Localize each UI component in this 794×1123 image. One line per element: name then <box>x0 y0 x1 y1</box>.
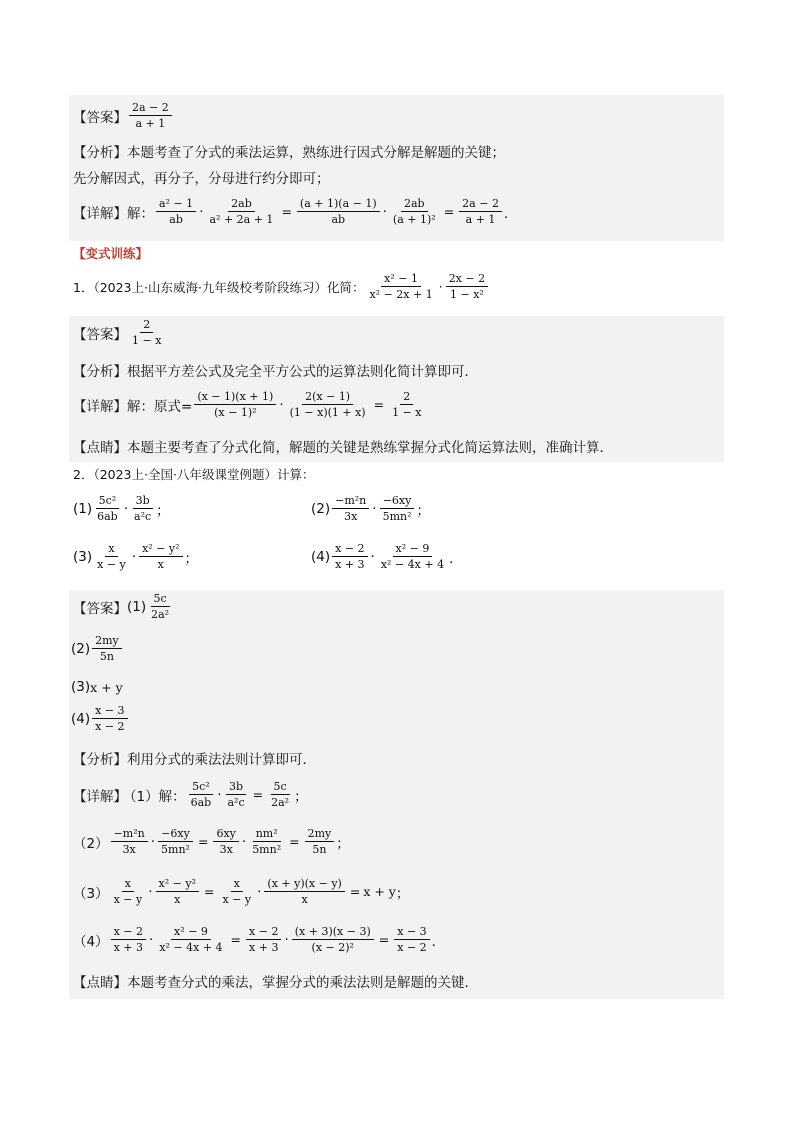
numerator: x − 2 <box>246 925 281 940</box>
equals-sign: = <box>197 834 209 849</box>
equals-sign: = <box>230 932 242 947</box>
question-1 <box>73 272 490 301</box>
fraction <box>194 390 276 419</box>
times-sign: · <box>372 500 377 517</box>
denominator: 5mn² <box>161 843 190 856</box>
denominator: x − 2 <box>397 941 427 954</box>
detail-label: 【详解】 <box>73 205 127 222</box>
answer-label: 【答案】 <box>73 326 127 343</box>
denominator: x² − 2x + 1 <box>369 288 433 301</box>
result-value: x + y <box>363 884 396 899</box>
denominator: ab <box>331 213 346 226</box>
fraction <box>332 542 367 571</box>
denominator: 1 − x² <box>449 288 484 301</box>
semicolon: ； <box>416 502 431 519</box>
question-2-part-2 <box>311 494 430 523</box>
numerator: −m²n <box>111 827 148 842</box>
part-label: (2) <box>311 500 331 517</box>
numerator: 2my <box>92 634 122 649</box>
fraction <box>378 542 447 571</box>
numerator: x − 2 <box>332 542 367 557</box>
answer-fraction <box>129 318 164 347</box>
numerator: 2x − 2 <box>446 272 488 287</box>
solution-block-2 <box>69 316 724 462</box>
times-sign: · <box>284 931 289 948</box>
numerator: 2 <box>400 390 413 405</box>
part-label: (2) <box>71 640 91 657</box>
jie-text: 解： <box>158 788 186 805</box>
question-2: 2．（2023上·全国·八年级课堂例题）计算： <box>73 467 315 482</box>
numerator: −6xy <box>380 494 415 509</box>
denominator: a + 1 <box>135 117 166 130</box>
answer-part-4 <box>71 704 130 733</box>
denominator: a + 1 <box>465 213 496 226</box>
denominator: 5mn² <box>252 843 282 856</box>
fraction <box>148 592 172 621</box>
denominator: 1 − x <box>132 334 162 347</box>
numerator: (a + 1)(a − 1) <box>297 197 380 212</box>
numerator: x − 2 <box>111 925 146 940</box>
fraction <box>94 542 129 571</box>
times-sign: · <box>279 396 284 413</box>
equals-sign: = <box>443 204 455 219</box>
part-label: (4) <box>71 710 91 727</box>
analysis-row <box>73 748 316 768</box>
times-sign: · <box>149 931 154 948</box>
fraction <box>188 780 215 809</box>
answer-fraction <box>129 101 172 130</box>
denominator: x² − 4x + 4 <box>159 941 223 954</box>
denominator: x − y <box>113 893 143 906</box>
answer-row <box>73 101 174 130</box>
fraction <box>158 827 193 856</box>
fraction <box>366 272 435 301</box>
times-sign: · <box>199 203 204 220</box>
detail-step-4 <box>73 925 445 954</box>
part-label: （3） <box>73 885 109 902</box>
fraction <box>264 877 344 906</box>
detail-step-1 <box>73 780 308 809</box>
denominator: ab <box>169 213 183 226</box>
semicolon: ； <box>294 788 308 805</box>
comment-row <box>73 436 613 456</box>
denominator: (x − 1)² <box>214 406 257 419</box>
analysis-row <box>73 141 505 161</box>
denominator: x² − 4x + 4 <box>380 558 445 571</box>
fraction <box>94 494 121 523</box>
times-sign: · <box>370 548 375 565</box>
analysis-row <box>73 360 478 380</box>
equals-sign: = <box>203 884 215 899</box>
analysis-text-2 <box>73 167 330 187</box>
fraction <box>131 494 154 523</box>
numerator: nm² <box>253 827 281 842</box>
denominator: (a + 1)² <box>392 213 436 226</box>
comment-text: 本题考查分式的乘法，掌握分式的乘法法则是解题的关键． <box>127 975 478 991</box>
denominator: (x − 2)² <box>311 941 354 954</box>
comment-text: 本题主要考查了分式化简，解题的关键是熟练掌握分式化简运算法则，准确计算． <box>127 440 613 456</box>
numerator: x² − 9 <box>171 925 211 940</box>
question-1-text: 1．（2023上·山东威海·九年级校考阶段练习）化简： <box>73 279 365 295</box>
answer-value: x + y <box>90 679 123 695</box>
semicolon: ； <box>336 835 350 852</box>
denominator: 3x <box>219 843 233 856</box>
fraction <box>92 634 122 663</box>
equals-sign: = <box>281 204 292 219</box>
fraction <box>249 827 284 856</box>
variant-training-heading: 【变式训练】 <box>73 246 149 261</box>
fraction <box>156 197 196 226</box>
denominator: 1 − x <box>392 406 422 419</box>
times-sign: · <box>382 203 387 220</box>
fraction <box>390 197 439 226</box>
times-sign: · <box>257 883 262 900</box>
part-label: (1) <box>127 598 147 615</box>
denominator: 3x <box>344 510 358 523</box>
yuanshi-text: 原式= <box>154 398 193 415</box>
numerator: 5c² <box>189 780 213 795</box>
numerator: x <box>105 542 117 557</box>
times-sign: · <box>241 833 247 850</box>
times-sign: · <box>217 786 222 803</box>
denominator: 2a² <box>271 796 290 809</box>
comment-label: 【点睛】 <box>73 440 127 456</box>
equals-sign: = <box>289 834 300 849</box>
denominator: x <box>301 893 308 906</box>
numerator: −6xy <box>158 827 193 842</box>
denominator: x + 3 <box>249 941 279 954</box>
denominator: 5n <box>99 650 114 663</box>
detail-row <box>73 197 517 226</box>
answer-row <box>73 318 166 347</box>
numerator: x <box>231 877 243 892</box>
denominator: a² + 2a + 1 <box>209 213 274 226</box>
comment-row <box>73 971 478 991</box>
part-label: (1) <box>73 500 93 517</box>
period: ． <box>449 550 463 567</box>
part-label: (3) <box>71 679 91 695</box>
numerator: 2a − 2 <box>459 197 502 212</box>
answer-part-3 <box>71 679 123 695</box>
numerator: a² − 1 <box>156 197 196 212</box>
denominator: 6ab <box>190 796 212 809</box>
denominator: (1 − x)(1 + x) <box>289 406 366 419</box>
period: ． <box>431 933 446 950</box>
denominator: x <box>157 558 164 571</box>
analysis-label: 【分析】 <box>73 364 127 380</box>
detail-row <box>73 390 427 419</box>
analysis-label: 【分析】 <box>73 145 127 161</box>
numerator: 2ab <box>401 197 428 212</box>
denominator: x + 3 <box>335 558 365 571</box>
denominator: 6ab <box>97 510 118 523</box>
jie-text: 解： <box>127 398 154 415</box>
fraction <box>206 197 276 226</box>
fraction <box>92 704 127 733</box>
fraction <box>380 494 415 523</box>
denominator: x + 3 <box>113 941 144 954</box>
denominator: a²c <box>227 796 245 809</box>
denominator: 3x <box>122 843 136 856</box>
semicolon: ； <box>184 550 199 567</box>
fraction <box>139 542 182 571</box>
analysis-text-line2: 先分解因式，再分子，分母进行约分即可； <box>73 171 330 187</box>
semicolon: ； <box>156 502 170 519</box>
numerator: 2my <box>305 827 335 842</box>
question-2-part-1 <box>73 494 170 523</box>
fraction <box>305 827 335 856</box>
answer-label: 【答案】 <box>73 600 127 617</box>
part-label: （2） <box>73 835 109 852</box>
numerator: (x + y)(x − y) <box>264 877 344 892</box>
detail-label: 【详解】 <box>73 398 127 415</box>
numerator: x² − y² <box>156 877 199 892</box>
numerator: x² − 1 <box>381 272 421 287</box>
fraction <box>246 925 281 954</box>
equals-sign: = <box>373 397 385 412</box>
numerator: 3b <box>133 494 153 509</box>
fraction <box>156 877 199 906</box>
times-sign: · <box>438 279 443 294</box>
numerator: (x − 1)(x + 1) <box>194 390 276 405</box>
equals-sign: = <box>252 787 264 802</box>
numerator: 2(x − 1) <box>302 390 353 405</box>
question-2-part-3 <box>73 542 198 571</box>
fraction <box>292 925 374 954</box>
numerator: 5c <box>271 780 290 795</box>
solution-block-3 <box>69 590 724 999</box>
semicolon: ； <box>395 885 410 902</box>
fraction <box>459 197 502 226</box>
analysis-text: 根据平方差公式及完全平方公式的运算法则化简计算即可． <box>127 364 478 380</box>
numerator: x² − 9 <box>393 542 433 557</box>
denominator: 2a² <box>151 608 170 621</box>
fraction <box>332 494 369 523</box>
equals-sign: = <box>349 884 361 899</box>
equals-sign: = <box>378 932 390 947</box>
denominator: 5mn² <box>382 510 412 523</box>
analysis-text: 本题考查了分式的乘法运算，熟练进行因式分解是解题的关键； <box>127 145 505 161</box>
numerator: 3b <box>226 780 246 795</box>
fraction <box>297 197 380 226</box>
denominator: x − y <box>97 558 126 571</box>
jie-text: 解： <box>127 205 154 222</box>
numerator: (x + 3)(x − 3) <box>292 925 374 940</box>
numerator: 6xy <box>213 827 238 842</box>
analysis-label: 【分析】 <box>73 752 127 768</box>
denominator: a²c <box>134 510 152 523</box>
answer-row <box>73 592 174 621</box>
fraction <box>268 780 292 809</box>
part-label: （4） <box>73 933 109 950</box>
detail-step-3 <box>73 877 409 906</box>
denominator: x − 2 <box>95 720 125 733</box>
numerator: 5c <box>151 592 170 607</box>
detail-label: 【详解】 <box>73 788 127 805</box>
fraction <box>111 925 146 954</box>
fraction <box>394 925 429 954</box>
times-sign: · <box>123 500 129 517</box>
denominator: x − y <box>222 893 252 906</box>
numerator: x <box>122 877 134 892</box>
times-sign: · <box>131 548 137 565</box>
solution-block-1 <box>69 95 724 241</box>
fraction <box>213 827 238 856</box>
numerator: x − 3 <box>92 704 127 719</box>
period: ． <box>503 205 518 222</box>
numerator: 2 <box>140 318 153 333</box>
question-2-part-4 <box>311 542 463 571</box>
detail-step-2 <box>73 827 350 856</box>
fraction <box>219 877 254 906</box>
fraction <box>446 272 488 301</box>
fraction <box>287 390 369 419</box>
fraction <box>225 780 248 809</box>
numerator: 2ab <box>228 197 255 212</box>
comment-label: 【点睛】 <box>73 975 127 991</box>
fraction <box>389 390 424 419</box>
numerator: x² − y² <box>139 542 182 557</box>
times-sign: · <box>148 883 153 900</box>
numerator: 2a − 2 <box>129 101 172 116</box>
answer-part-2 <box>71 634 124 663</box>
fraction <box>156 925 225 954</box>
part-label: (3) <box>73 548 93 565</box>
denominator: 5n <box>312 843 327 856</box>
fraction <box>111 877 146 906</box>
answer-label: 【答案】 <box>73 109 127 126</box>
numerator: −m²n <box>332 494 369 509</box>
fraction <box>111 827 148 856</box>
analysis-text: 利用分式的乘法法则计算即可． <box>127 752 316 768</box>
times-sign: · <box>150 833 156 850</box>
numerator: x − 3 <box>394 925 429 940</box>
numerator: 5c² <box>96 494 120 509</box>
part-label: (4) <box>311 548 331 565</box>
part-label: （1） <box>123 788 159 805</box>
denominator: x <box>174 893 181 906</box>
